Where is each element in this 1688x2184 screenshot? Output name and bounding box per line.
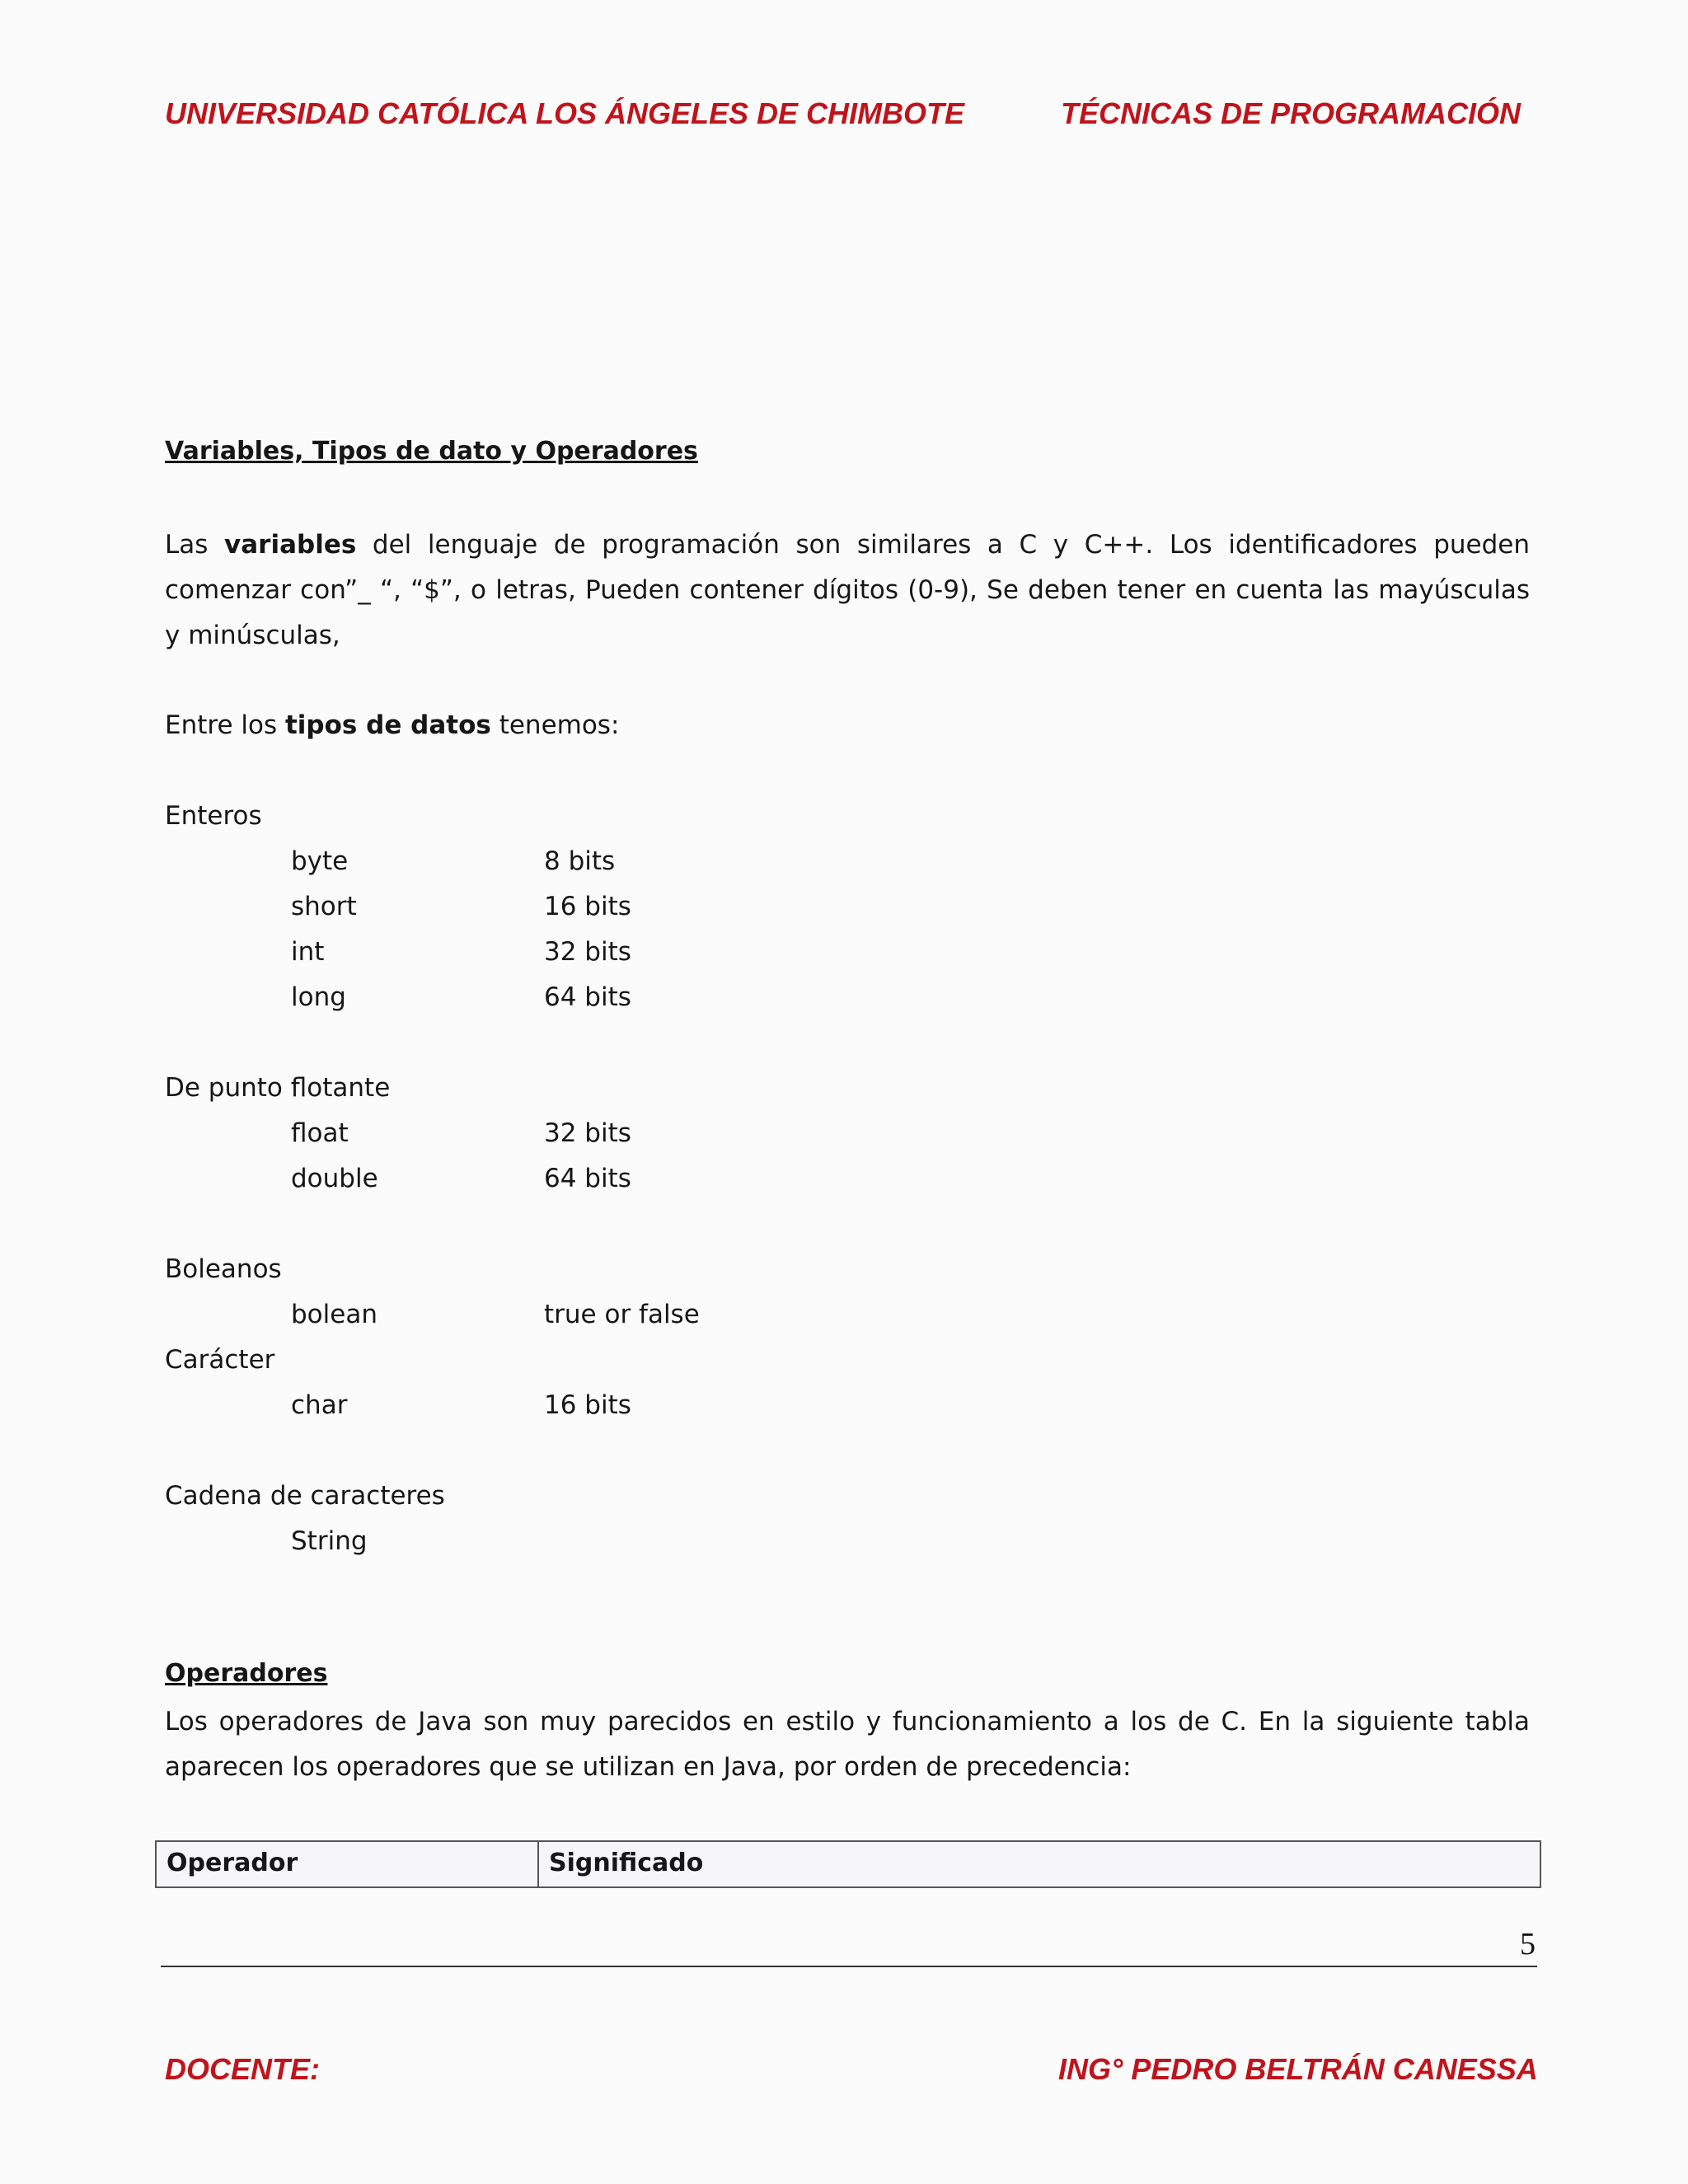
type-name: float: [291, 1118, 349, 1148]
type-name: int: [291, 937, 325, 967]
footer-docente-label: DOCENTE:: [165, 2052, 320, 2086]
header-course: TÉCNICAS DE PROGRAMACIÓN: [1061, 96, 1522, 130]
p2-before: Entre los: [165, 710, 285, 740]
paragraph-variables: [165, 523, 1530, 658]
p2-after: tenemos:: [490, 710, 620, 740]
group-enteros: Enteros: [165, 801, 262, 831]
group-caracter: Carácter: [165, 1345, 275, 1375]
p2-bold: tipos de datos: [284, 710, 491, 740]
paragraph-tipos: [165, 709, 619, 742]
table-header-significado: Significado: [549, 1849, 704, 1877]
group-cadena: Cadena de caracteres: [165, 1481, 445, 1511]
table-header-operador: Operador: [157, 1842, 539, 1886]
type-size: 8 bits: [544, 846, 616, 876]
type-size: 32 bits: [544, 1118, 631, 1148]
type-name: long: [291, 982, 346, 1012]
section-title-operadores: Operadores: [165, 1659, 328, 1688]
p1-bold: variables: [224, 530, 357, 560]
type-name: byte: [291, 846, 349, 876]
footer-docente-name: ING° PEDRO BELTRÁN CANESSA: [1058, 2052, 1538, 2086]
type-name: bolean: [291, 1300, 377, 1329]
p1-before: Las: [165, 530, 225, 560]
type-name: char: [291, 1390, 348, 1420]
group-boleanos: Boleanos: [165, 1254, 282, 1284]
header-university: UNIVERSIDAD CATÓLICA LOS ÁNGELES DE CHIMBOTE: [165, 96, 965, 130]
type-name: double: [291, 1164, 378, 1193]
type-size: 64 bits: [544, 982, 631, 1012]
section-title-variables: Variables, Tipos de dato y Operadores: [165, 437, 698, 466]
type-size: true or false: [544, 1300, 700, 1329]
page-number: 5: [1520, 1927, 1536, 1961]
type-size: 16 bits: [544, 1390, 631, 1420]
group-flotante: De punto flotante: [165, 1073, 391, 1103]
type-size: 16 bits: [544, 892, 631, 921]
type-size: 64 bits: [544, 1164, 631, 1193]
type-size: 32 bits: [544, 937, 631, 967]
p1-after: del lenguaje de programación son similares a C y C++. Los identificadores pueden comenzar con”_ “, “$”, o letras, Pueden contener dígitos (0-9), Se deben tener en cuenta las mayúsculas y minúsculas,: [165, 530, 1530, 650]
footer-divider: [161, 1966, 1537, 1967]
paragraph-operadores: Los operadores de Java son muy parecidos en estilo y funcionamiento a los de C. En la siguiente tabla aparecen los operadores que se utilizan en Java, por orden de precedencia:: [165, 1707, 1530, 1782]
type-name: String: [291, 1526, 368, 1556]
operators-table: [155, 1840, 1541, 1888]
type-name: short: [291, 892, 357, 921]
